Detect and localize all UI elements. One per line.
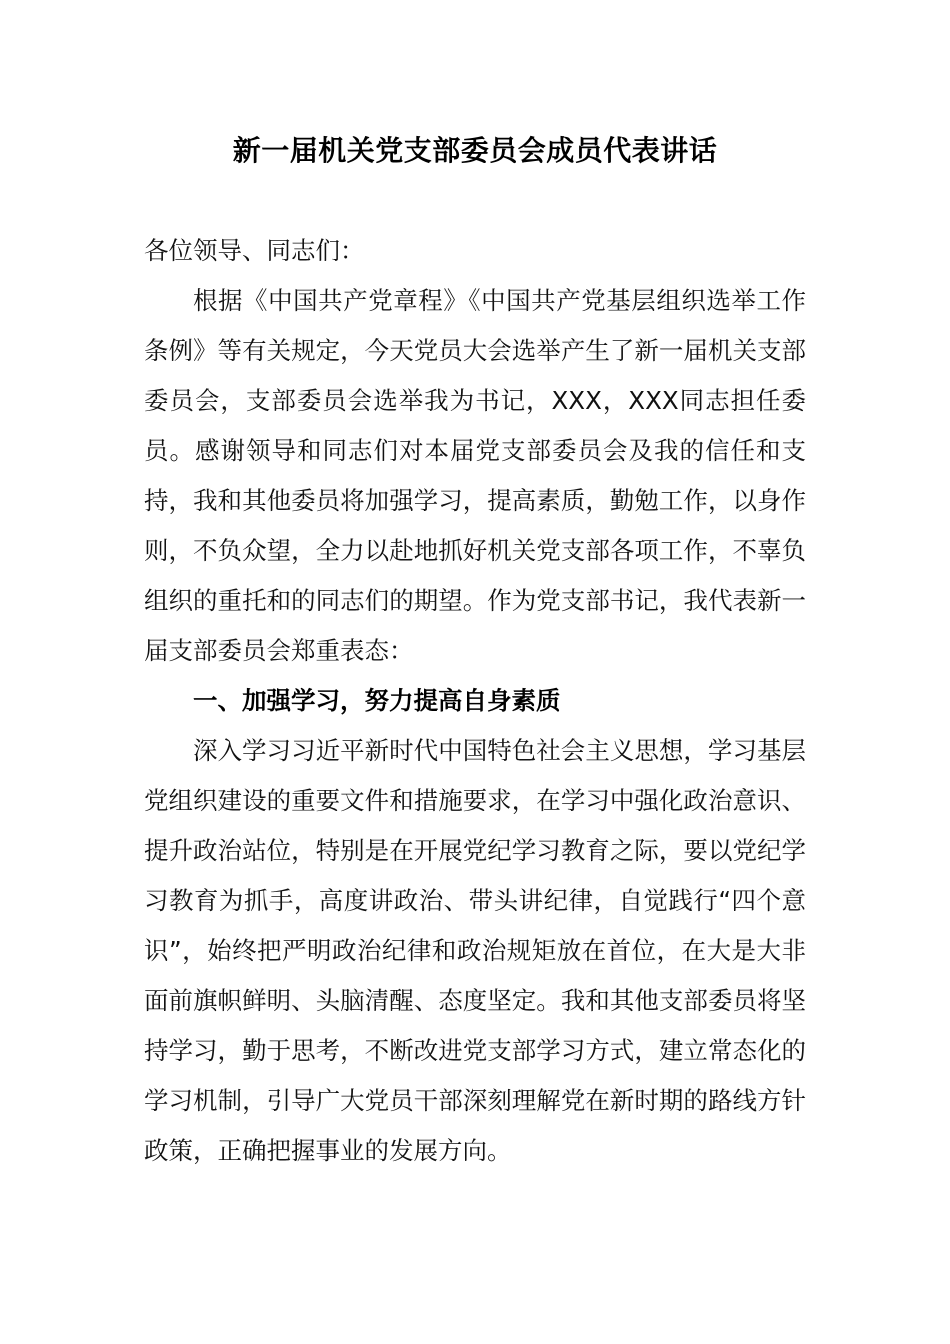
intro-paragraph: 根据《中国共产党章程》《中国共产党基层组织选举工作条例》等有关规定，今天党员大会选举产生了新一届机关支部委员会，支部委员会选举我为书记，XXX，XXX同志担任委员。感谢领导和同志们对本届党支部委员会及我的信任和支持，我和其他委员将加强学习，提高素质，勤勉工作，以身作则，不负众望，全力以赴地抓好机关党支部各项工作，不辜负组织的重托和的同志们的期望。作为党支部书记，我代表新一届支部委员会郑重表态：	[144, 286, 806, 665]
salutation: 各位领导、同志们：	[144, 236, 365, 265]
section-heading: 一、加强学习，努力提高自身素质	[193, 686, 561, 715]
document-body	[144, 226, 806, 1176]
document-title: 新一届机关党支部委员会成员代表讲话	[232, 134, 718, 167]
section-paragraph: 深入学习习近平新时代中国特色社会主义思想，学习基层党组织建设的重要文件和措施要求，在学习中强化政治意识、提升政治站位，特别是在开展党纪学习教育之际，要以党纪学习教育为抓手，高度讲政治、带头讲纪律，自觉践行“四个意识”，始终把严明政治纪律和政治规矩放在首位，在大是大非面前旗帜鲜明、头脑清醒、态度坚定。我和其他支部委员将坚持学习，勤于思考，不断改进党支部学习方式，建立常态化的学习机制，引导广大党员干部深刻理解党在新时期的路线方针政策，正确把握事业的发展方向。	[144, 736, 806, 1165]
